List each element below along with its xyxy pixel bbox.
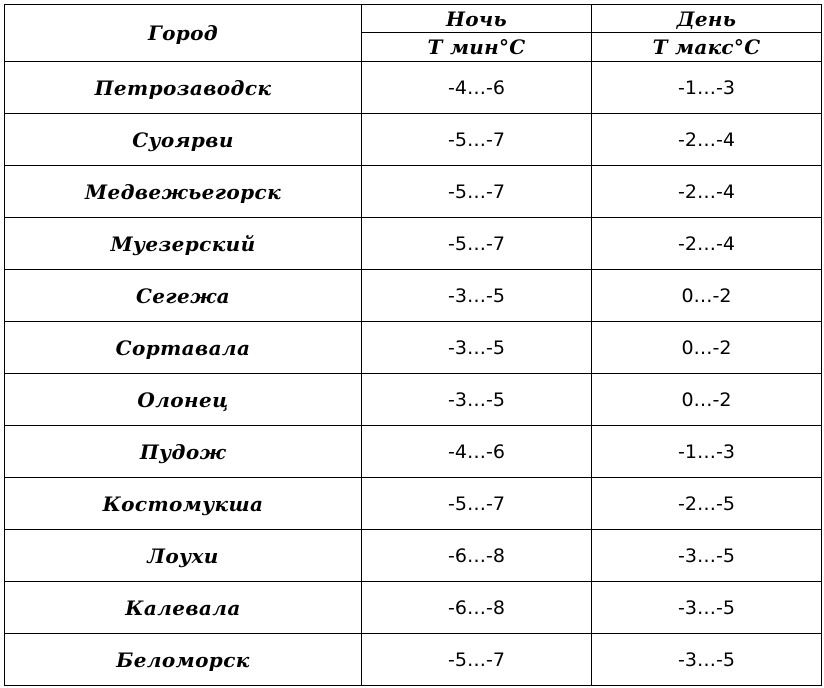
city-name: Лоухи <box>5 530 362 582</box>
table-row <box>5 582 822 634</box>
night-unit-header: Т мин°С <box>362 33 592 62</box>
day-temperature: 0…-2 <box>592 270 822 322</box>
table-row <box>5 530 822 582</box>
day-unit-header: Т макс°С <box>592 33 822 62</box>
day-temperature: -3…-5 <box>592 530 822 582</box>
day-temperature: -1…-3 <box>592 426 822 478</box>
night-temperature: -5…-7 <box>362 218 592 270</box>
city-name: Муезерский <box>5 218 362 270</box>
night-temperature: -3…-5 <box>362 322 592 374</box>
night-temperature: -6…-8 <box>362 582 592 634</box>
day-temperature: 0…-2 <box>592 374 822 426</box>
night-temperature: -4…-6 <box>362 62 592 114</box>
table-row <box>5 426 822 478</box>
night-temperature: -6…-8 <box>362 530 592 582</box>
day-temperature: -2…-4 <box>592 114 822 166</box>
table-row <box>5 166 822 218</box>
table-row <box>5 218 822 270</box>
table-row <box>5 634 822 686</box>
night-temperature: -3…-5 <box>362 374 592 426</box>
city-name: Суоярви <box>5 114 362 166</box>
night-temperature: -5…-7 <box>362 634 592 686</box>
night-temperature: -3…-5 <box>362 270 592 322</box>
city-name: Беломорск <box>5 634 362 686</box>
day-temperature: -2…-4 <box>592 218 822 270</box>
table-row <box>5 374 822 426</box>
city-name: Петрозаводск <box>5 62 362 114</box>
night-temperature: -4…-6 <box>362 426 592 478</box>
city-column-header: Город <box>5 5 362 62</box>
table-row <box>5 270 822 322</box>
night-temperature: -5…-7 <box>362 478 592 530</box>
day-temperature: -1…-3 <box>592 62 822 114</box>
day-temperature: -2…-5 <box>592 478 822 530</box>
day-temperature: 0…-2 <box>592 322 822 374</box>
day-temperature: -3…-5 <box>592 582 822 634</box>
day-temperature: -3…-5 <box>592 634 822 686</box>
day-column-header: День <box>592 5 822 33</box>
forecast-table <box>4 4 822 686</box>
header-row <box>5 5 822 33</box>
city-name: Олонец <box>5 374 362 426</box>
city-name: Пудож <box>5 426 362 478</box>
table-row <box>5 62 822 114</box>
city-name: Сегежа <box>5 270 362 322</box>
night-column-header: Ночь <box>362 5 592 33</box>
city-name: Сортавала <box>5 322 362 374</box>
night-temperature: -5…-7 <box>362 166 592 218</box>
city-name: Костомукша <box>5 478 362 530</box>
night-temperature: -5…-7 <box>362 114 592 166</box>
city-name: Калевала <box>5 582 362 634</box>
table-row <box>5 322 822 374</box>
city-name: Медвежьегорск <box>5 166 362 218</box>
day-temperature: -2…-4 <box>592 166 822 218</box>
table-body <box>5 62 822 686</box>
table-row <box>5 478 822 530</box>
table-row <box>5 114 822 166</box>
